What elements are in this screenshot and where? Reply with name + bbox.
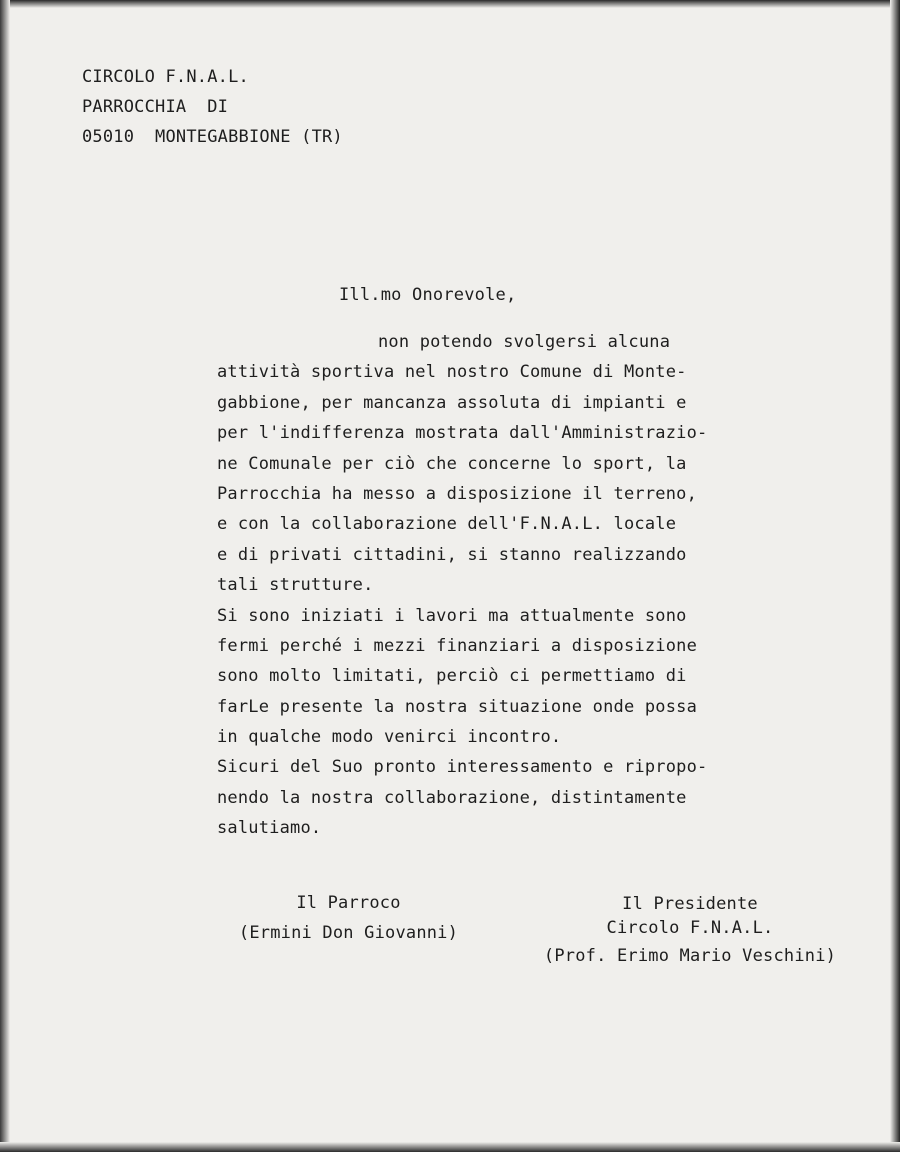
signature-block-president (540, 892, 840, 968)
salutation: Ill.mo Onorevole, (339, 285, 517, 305)
body-line: non potendo svolgersi alcuna (378, 332, 671, 352)
signature-name: (Prof. Erimo Mario Veschini) (543, 946, 837, 966)
signature-block-parish-priest (236, 888, 461, 948)
signature-role: Il Presidente (622, 894, 758, 914)
signature-role: Il Parroco (296, 893, 401, 913)
scan-edge-left (0, 0, 10, 1152)
body-line: nendo la nostra collaborazione, distintamente (217, 787, 687, 808)
scan-edge-top (0, 0, 900, 8)
body-line: gabbione, per mancanza assoluta di impianti e (217, 392, 687, 413)
body-line: sono molto limitati, perciò ci permettiamo di (217, 666, 687, 687)
scan-edge-right (890, 0, 900, 1152)
body-line: Parrocchia ha messo a disposizione il terreno, (217, 483, 698, 504)
signature-organization: Circolo F.N.A.L. (606, 918, 774, 938)
body-line: per l'indifferenza mostrata dall'Amministrazio- (217, 423, 708, 444)
body-line: tali strutture. (217, 575, 374, 596)
body-line: salutiamo. (217, 818, 322, 839)
letterhead-organization: CIRCOLO F.N.A.L. (82, 67, 249, 87)
body-line: attività sportiva nel nostro Comune di Monte- (217, 362, 687, 383)
body-line: in qualche modo venirci incontro. (217, 727, 562, 748)
signature-name: (Ermini Don Giovanni) (238, 923, 459, 943)
body-line: fermi perché i mezzi finanziari a disposizione (217, 635, 698, 656)
body-line: ne Comunale per ciò che concerne lo sport, la (217, 453, 687, 474)
body-line: Sicuri del Suo pronto interessamento e ripropo- (217, 757, 708, 778)
body-line: Si sono iniziati i lavori ma attualmente sono (217, 605, 687, 626)
letterhead (82, 62, 343, 152)
scan-edge-bottom (0, 1142, 900, 1152)
body-line: farLe presente la nostra situazione onde possa (217, 696, 698, 717)
body-line: e di privati cittadini, si stanno realizzando (217, 544, 687, 565)
letterhead-parish: PARROCCHIA DI (82, 97, 229, 117)
letterhead-address: 05010 MONTEGABBIONE (TR) (82, 127, 343, 147)
body-line: e con la collaborazione dell'F.N.A.L. locale (217, 514, 677, 535)
letter-body (217, 327, 837, 844)
